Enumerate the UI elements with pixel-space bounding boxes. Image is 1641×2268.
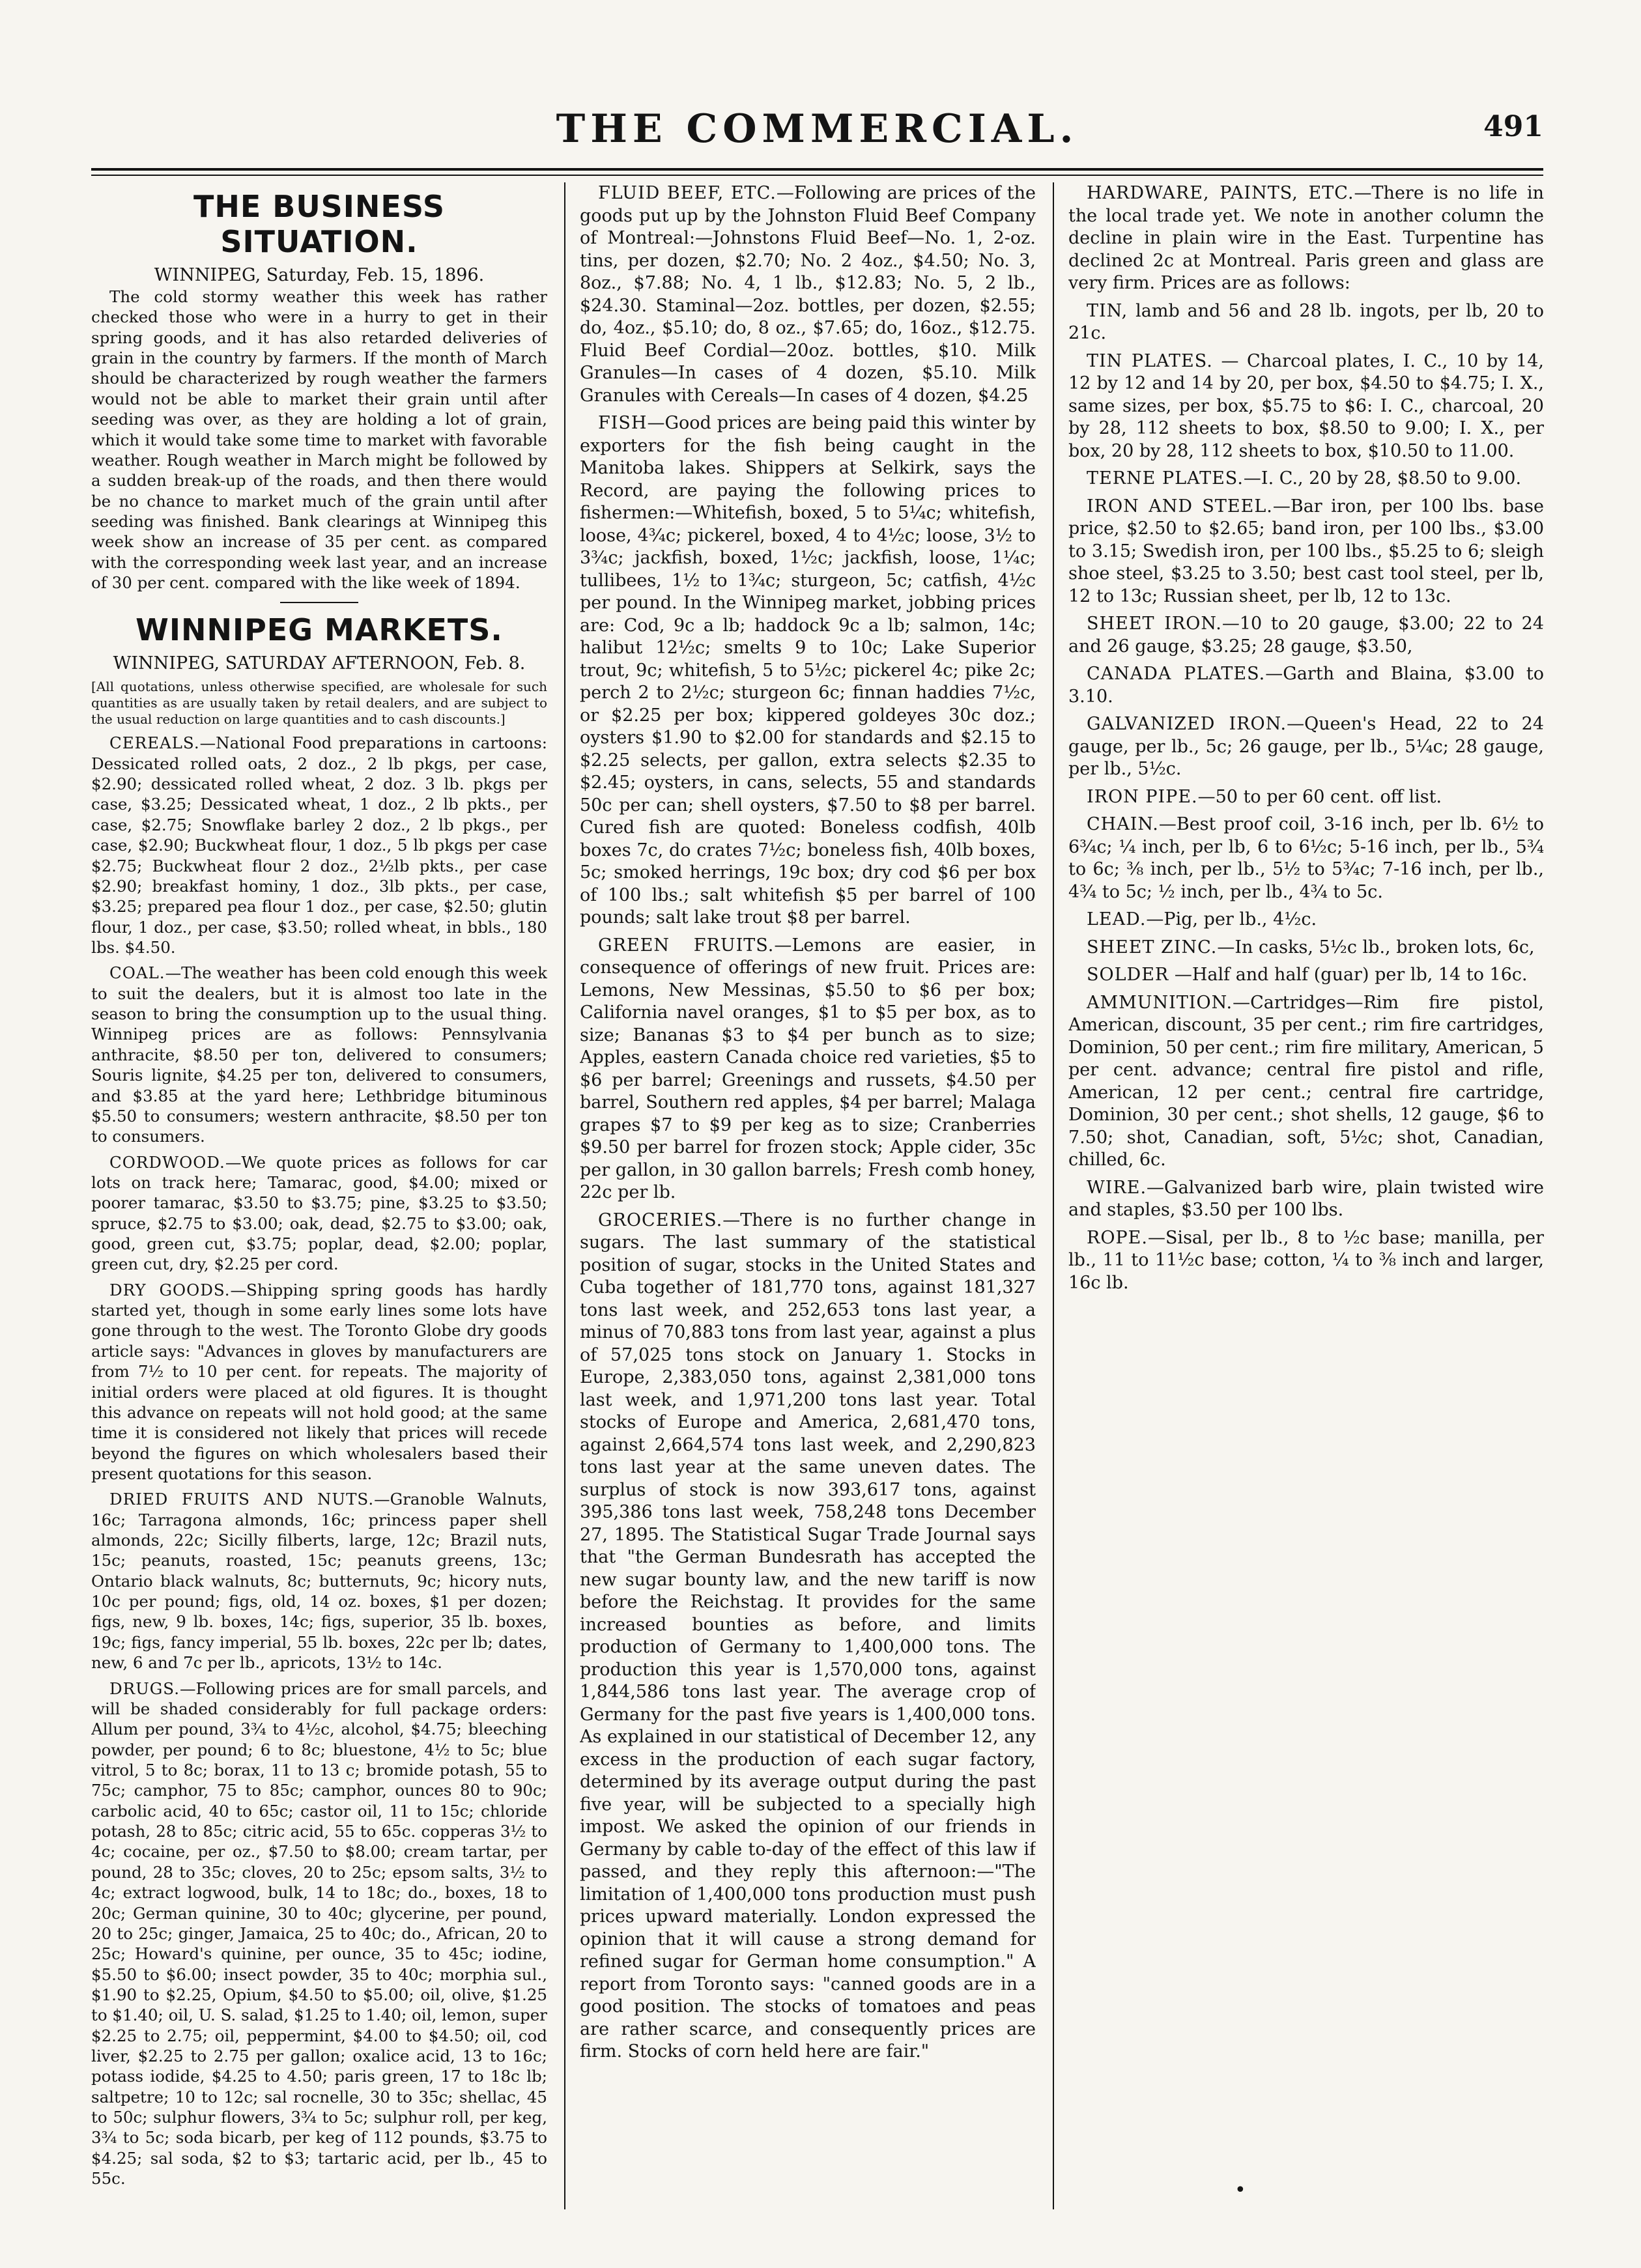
sheet-zinc-label: SHEET ZINC. [1087, 937, 1218, 957]
page-number: 491 [1483, 110, 1543, 143]
cereals-paragraph [91, 733, 547, 957]
fish-paragraph [580, 412, 1036, 929]
rope-paragraph [1068, 1227, 1544, 1295]
ammunition-paragraph [1068, 992, 1544, 1172]
drygoods-label: DRY GOODS. [109, 1280, 231, 1299]
iron-pipe-text: —50 to per 60 cent. off list. [1197, 786, 1442, 807]
groceries-paragraph [580, 1210, 1036, 2063]
terne-plates-label: TERNE PLATES. [1087, 468, 1244, 489]
cordwood-paragraph [91, 1152, 547, 1275]
drugs-label: DRUGS. [109, 1679, 180, 1698]
canada-plates-paragraph [1068, 663, 1544, 708]
iron-steel-paragraph [1068, 496, 1544, 608]
solder-text: —Half and half (guar) per lb, 14 to 16c. [1174, 965, 1528, 985]
green-fruits-text: —Lemons are easier, in consequence of offerings of new fruit. Prices are: Lemons, New Messinas, $5.50 to $6 per box; California navel oranges, $1 to $5 per box, as to size; Bananas $3 to $4 per bunch as to size; Apples, eastern Canada choice red varieties, $5 to $6 per barrel; Greenings and russets, $4.50 per barrel, Southern red apples, $4 per barrel; Malaga grapes $7 to $9 per keg as to size; Cranberries $9.50 per barrel for frozen stock; Apple cider, 35c per gallon, in 30 gallon barrels; Fresh comb honey, 22c per lb. [580, 935, 1036, 1202]
dried-fruits-text: —Granoble Walnuts, 16c; Tarragona almonds, 16c; princess paper shell almonds, 22c; Sicilly filberts, large, 12c; Brazil nuts, 15c; peanuts, roasted, 15c; peanuts greens, 13c; Ontario black walnuts, 8c; butternuts, 9c; hicory nuts, 10c per pound; figs, old, 14 oz. boxes, $1 per dozen; figs, new, 9 lb. boxes, 14c; figs, superior, 35 lb. boxes, 19c; figs, fancy imperial, 55 lb. boxes, 22c per lb; dates, new, 6 and 7c per lb., apricots, 13½ to 14c. [91, 1490, 547, 1673]
business-body: The cold stormy weather this week has rather checked those who were in a hurry to get in their spring goods, and it has also retarded deliveries of grain in the country by farmers. If the month of March should be characterized by rough weather the farmers would not be able to market their grain until after seeding was over, as they are holding a lot of grain, which it would take some time to market with favorable weather. Rough weather in March might be followed by a sudden break-up of the roads, and then there would be no chance to market much of the grain until after seeding was finished. Bank clearings at Winnipeg this week show an increase of 35 per cent. as compared with the corresponding week last year, and an increase of 30 per cent. compared with the like week of 1894. [91, 287, 547, 593]
lead-label: LEAD. [1087, 909, 1147, 929]
iron-steel-label: IRON AND STEEL. [1087, 496, 1273, 517]
sheet-iron-label: SHEET IRON. [1087, 614, 1222, 634]
masthead [91, 101, 1543, 160]
tin-plates-label: TIN PLATES. [1087, 350, 1213, 371]
rope-label: ROPE. [1087, 1227, 1148, 1248]
hardware-text: —There is no life in the local trade yet. We note in another column the decline in plain wire in the East. Turpentine has declined 2c at Montreal. Paris green and glass are very firm. Prices are as follows: [1068, 183, 1544, 293]
column-3 [1068, 182, 1544, 2216]
lead-paragraph [1068, 909, 1544, 931]
iron-pipe-label: IRON PIPE. [1087, 786, 1198, 807]
coal-label: COAL. [109, 963, 165, 983]
section-divider [280, 602, 358, 603]
galvanized-iron-label: GALVANIZED IRON. [1087, 714, 1287, 734]
tin-plates-paragraph [1068, 350, 1544, 463]
cereals-text: —National Food preparations in cartoons: Dessicated rolled oats, 2 doz., 2 lb pkgs, per case, $2.90; dessicated rolled wheat, 2 doz. 3 lb. pkgs per case, $3.25; Dessicated wheat, 1 doz., 2 lb pkts., per case, $2.75; Snowflake barley 2 doz., 2 lb pkgs., per case, $2.90; Buckwheat flour, 1 doz., 5 lb pkgs per case $2.75; Buckwheat flour 2 doz., 2½lb pkts., per case $2.90; breakfast hominy, 1 doz., 3lb pkts., per case, $3.25; prepared pea flour 1 doz., per case, $2.50; glutin flour, 1 doz., per case, $3.50; rolled wheat, in bbls., 180 lbs. $4.50. [91, 733, 547, 957]
wire-label: WIRE. [1087, 1177, 1147, 1198]
drygoods-text: —Shipping spring goods has hardly started yet, though in some early lines some lots have gone through to the west. The Toronto Globe dry goods article says: "Advances in gloves by manufacturers are from 7½ to 10 per cent. for repeats. The majority of initial orders were placed at old figures. It is thought this advance on repeats will not hold good; at the same time it is considered not likely that prices will recede beyond the figures on which wholesalers based their present quotations for this season. [91, 1280, 547, 1483]
print-speck: • [1234, 2179, 1246, 2202]
business-dateline: WINNIPEG, Saturday, Feb. 15, 1896. [154, 265, 485, 285]
sheet-iron-text: —10 to 20 gauge, $3.00; 22 to 24 and 26 gauge, $3.25; 28 gauge, $3.50, [1068, 614, 1544, 657]
column-1 [91, 182, 547, 2216]
publication-title: THE COMMERCIAL. [556, 106, 1079, 152]
cereals-label: CEREALS. [109, 733, 200, 753]
column-separator [564, 182, 565, 2209]
sheet-zinc-text: —In casks, 5½c lb., broken lots, 6c, [1217, 937, 1535, 957]
tin-plates-text: — Charcoal plates, I. C., 10 by 14, 12 by 12 and 14 by 20, per box, $4.50 to $4.75; I. X., same sizes, per box, $5.75 to $6: I. C., charcoal, 20 by 28, 112 sheets to box, $8.50 to 9.00; I. X., per box, 20 by 28, 112 sheets to box, $10.50 to 11.00. [1068, 350, 1544, 461]
canada-plates-label: CANADA PLATES. [1087, 664, 1266, 684]
terne-plates-text: —I. C., 20 by 28, $8.50 to 9.00. [1243, 468, 1522, 489]
cordwood-label: CORDWOOD. [109, 1152, 225, 1172]
wire-paragraph [1068, 1177, 1544, 1222]
quotation-note: [All quotations, unless otherwise specified, are wholesale for such quantities as are usually taken by retail dealers, and are subject to the usual reduction on large quantities and to cash discounts.] [91, 679, 547, 728]
groceries-text: —There is no further change in sugars. The last summary of the statistical position of sugar, stocks in the United States and Cuba together of 181,770 tons, against 181,327 tons last week, and 252,653 tons last year, a minus of 70,883 tons from last year, against a plus of 57,025 tons stock on January 1. Stocks in Europe, 2,383,050 tons, against 2,381,000 tons last week, and 1,971,200 tons last year. Total stocks of Europe and America, 2,681,470 tons, against 2,664,574 tons last week, and 2,290,823 tons last year at the same uneven dates. The surplus of stock is now 393,617 tons, against 395,386 tons last week, 758,248 tons December 27, 1895. The Statistical Sugar Trade Journal says that "the German Bundesrath has accepted the new sugar bounty law, and the new tariff is now before the Reichstag. It provides for the same increased bounties as before, and limits production of Germany to 1,400,000 tons. The production this year is 1,570,000 tons, against 1,844,586 tons last year. The average crop of Germany for the past five years is 1,400,000 tons. As explained in our statistical of December 12, any excess in the production of each sugar factory, determined by its average output during the past five year, will be subjected to a specially high impost. We asked the opinion of our friends in Germany by cable to-day of the effect of this law if passed, and they reply this afternoon:—"The limitation of 1,400,000 tons production must push prices upward materially. London expressed the opinion that it will cause a strong demand for refined sugar for German home consumption." A report from Toronto says: "canned goods are in a good position. The stocks of tomatoes and peas are rather scarce, and consequently prices are firm. Stocks of corn held here are fair." [580, 1210, 1036, 2062]
dried-fruits-label: DRIED FRUITS AND NUTS. [109, 1490, 375, 1509]
solder-paragraph [1068, 964, 1544, 987]
markets-dateline: WINNIPEG, SATURDAY AFTERNOON, Feb. 8. [113, 653, 526, 674]
cordwood-text: —We quote prices as follows for car lots on track here; Tamarac, good, $4.00; mixed or poorer tamarac, $3.50 to $3.75; pine, $3.25 to $3.50; spruce, $2.75 to $3.00; oak, dead, $2.75 to $3.00; oak, good, green cut, $3.75; poplar, dead, $2.00; poplar, green cut, dry, $2.25 per cord. [91, 1152, 547, 1274]
chain-paragraph [1068, 814, 1544, 903]
hardware-label: HARDWARE, PAINTS, ETC. [1087, 183, 1354, 203]
fish-text: —Good prices are being paid this winter by exporters for the fish being caught in the Manitoba lakes. Shippers at Selkirk, says the Record, are paying the following prices to fishermen:—Whitefish, boxed, 5 to 5¼c; whitefish, loose, 4¾c; pickerel, boxed, 4 to 4½c; loose, 3½ to 3¾c; jackfish, boxed, 1½c; jackfish, loose, 1¼c; tullibees, 1½ to 1¾c; sturgeon, 5c; catfish, 4½c per pound. In the Winnipeg market, jobbing prices are: Cod, 9c a lb; haddock 9c a lb; salmon, 14c; halibut 12½c; smelts 9 to 10c; Lake Superior trout, 9c; whitefish, 5 to 5½c; pickerel 4c; pike 2c; perch 2 to 2½c; sturgeon 6c; finnan haddies 7½c, or $2.25 per box; kippered goldeyes 30c doz.; oysters $1.90 to $2.00 for standards and $2.15 to $2.25 selects, per gallon, extra selects $2.35 to $2.45; oysters, in cans, selects, 55 and standards 50c per can; shell oysters, $7.50 to $8 per barrel. Cured fish are quoted: Boneless codfish, 40lb boxes 7c, do crates 7½c; boneless fish, 40lb boxes, 5c; smoked herrings, 19c box; dry cod $6 per box of 100 lbs.; salt whitefish $5 per barrel of 100 pounds; salt lake trout $8 per barrel. [580, 413, 1036, 928]
fluid-beef-label: FLUID BEEF, ETC. [598, 183, 777, 203]
masthead-rule [91, 168, 1543, 171]
tin-text: lamb and 56 and 28 lb. ingots, per lb, 20 to 21c. [1068, 300, 1544, 343]
galvanized-iron-text: —Queen's Head, 22 to 24 gauge, per lb., 5c; 26 gauge, per lb., 5¼c; 28 gauge, per lb., 5½c. [1068, 714, 1544, 779]
masthead-rule-thin [91, 175, 1543, 176]
ammunition-label: AMMUNITION. [1087, 992, 1233, 1013]
tin-paragraph [1068, 300, 1544, 345]
drugs-paragraph [91, 1679, 547, 2189]
terne-plates-paragraph [1068, 468, 1544, 490]
green-fruits-paragraph [580, 935, 1036, 1204]
canada-plates-text: —Garth and Blaina, $3.00 to 3.10. [1068, 664, 1544, 707]
rope-text: —Sisal, per lb., 8 to ½c base; manilla, per lb., 11 to 11½c base; cotton, ¼ to ⅜ inch and larger, 16c lb. [1068, 1227, 1544, 1293]
column-2 [580, 182, 1036, 2216]
iron-steel-text: —Bar iron, per 100 lbs. base price, $2.50 to $2.65; band iron, per 100 lbs., $3.00 to 3.15; Swedish iron, per 100 lbs., $5.25 to 6; sleigh shoe steel, $3.25 to 3.50; best cast tool steel, per lb, 12 to 13c; Russian sheet, per lb, 12 to 13c. [1068, 496, 1544, 606]
fish-label: FISH [598, 413, 648, 433]
fluid-beef-text: —Following are prices of the goods put up by the Johnston Fluid Beef Company of Montreal:—Johnstons Fluid Beef—No. 1, 2-oz. tins, per dozen, $2.70; No. 2 4oz., $4.50; No. 3, 8oz., $7.88; No. 4, 1 lb., $12.83; No. 5, 2 lb., $24.30. Staminal—2oz. bottles, per dozen, $2.55; do, 4oz., $5.10; do, 8 oz., $7.65; do, 16oz., $12.75. Fluid Beef Cordial—20oz. bottles, $10. Milk Granules—In cases of 4 dozen, $5.10. Milk Granules with Cereals—In cases of 4 dozen, $4.25 [580, 183, 1036, 406]
groceries-label: GROCERIES. [598, 1210, 723, 1230]
fluid-beef-paragraph [580, 182, 1036, 407]
galvanized-iron-paragraph [1068, 713, 1544, 781]
wire-text: —Galvanized barb wire, plain twisted wire and staples, $3.50 per 100 lbs. [1068, 1177, 1544, 1220]
dried-fruits-paragraph [91, 1489, 547, 1673]
chain-label: CHAIN. [1087, 814, 1159, 834]
drugs-text: —Following prices are for small parcels, and will be shaded considerably for full package orders: Allum per pound, 3¾ to 4½c, alcohol, $4.75; bleeching powder, per pound; 6 to 8c; bluestone, 4½ to 5c; blue vitrol, 5 to 8c; borax, 11 to 13 c; bromide potash, 55 to 75c; camphor, 75 to 85c; camphor, ounces 80 to 90c; carbolic acid, 40 to 65c; castor oil, 11 to 15c; chloride potash, 28 to 85c; citric acid, 55 to 65c. copperas 3½ to 4c; cocaine, per oz., $7.50 to $8.00; cream tartar, per pound, 28 to 35c; cloves, 20 to 25c; epsom salts, 3½ to 4c; extract logwood, bulk, 14 to 18c; do., boxes, 18 to 20c; German quinine, 30 to 40c; glycerine, per pound, 20 to 25c; ginger, Jamaica, 25 to 40c; do., African, 20 to 25c; Howard's quinine, per ounce, 35 to 45c; iodine, $5.50 to $6.00; insect powder, 35 to 40c; morphia sul., $1.90 to $2.25, Opium, $4.50 to $5.00; oil, olive, $1.25 to $1.40; oil, U. S. salad, $1.25 to 1.40; oil, lemon, super $2.25 to 2.75; oil, peppermint, $4.00 to $4.50; oil, cod liver, $2.25 to 2.75 per gallon; oxalice acid, 13 to 16c; potass iodide, $4.25 to 4.50; paris green, 17 to 18c lb; saltpetre; 10 to 12c; sal rocnelle, 30 to 35c; shellac, 45 to 50c; sulphur flowers, 3¾ to 5c; sulphur roll, per keg, 3¾ to 5c; soda bicarb, per keg of 112 pounds, $3.75 to $4.25; sal soda, $2 to $3; tartaric acid, per lb., 45 to 55c. [91, 1679, 547, 2189]
column-separator [1053, 182, 1054, 2209]
hardware-paragraph [1068, 182, 1544, 295]
lead-text: —Pig, per lb., 4½c. [1146, 909, 1317, 929]
markets-heading: WINNIPEG MARKETS. [136, 612, 503, 648]
tin-label: TIN, [1087, 300, 1128, 321]
coal-text: —The weather has been cold enough this week to suit the dealers, but it is almost too late in the season to bring the consumption up to the usual thing. Winnipeg prices are as follows: Pennsylvania anthracite, $8.50 per ton, delivered to consumers; Souris lignite, $4.25 per ton, delivered to consumers, and $3.85 at the yard here; Lethbridge bituminous $5.50 to consumers; western anthracite, $8.50 per ton to consumers. [91, 963, 547, 1146]
sheet-iron-paragraph [1068, 613, 1544, 658]
drygoods-paragraph [91, 1280, 547, 1484]
ammunition-text: —Cartridges—Rim fire pistol, American, discount, 35 per cent.; rim fire cartridges, Dominion, 50 per cent.; rim fire military, American, 5 per cent. advance; central fire pistol and rifle, American, 12 per cent.; central fire cartridge, Dominion, 30 per cent.; shot shells, 12 gauge, $6 to 7.50; shot, Canadian, soft, 5½c; shot, Canadian, chilled, 6c. [1068, 992, 1544, 1170]
business-heading: THE BUSINESS SITUATION. [193, 189, 446, 259]
coal-paragraph [91, 963, 547, 1146]
sheet-zinc-paragraph [1068, 937, 1544, 959]
chain-text: —Best proof coil, 3-16 inch, per lb. 6½ to 6¾c; ¼ inch, per lb, 6 to 6½c; 5-16 inch, per lb., 5¾ to 6c; ⅜ inch, per lb., 5½ to 5¾c; 7-16 inch, per lb., 4¾ to 5c; ½ inch, per lb., 4¾ to 5c. [1068, 814, 1544, 902]
solder-label: SOLDER [1087, 965, 1169, 985]
iron-pipe-paragraph [1068, 786, 1544, 809]
green-fruits-label: GREEN FRUITS. [598, 935, 775, 956]
